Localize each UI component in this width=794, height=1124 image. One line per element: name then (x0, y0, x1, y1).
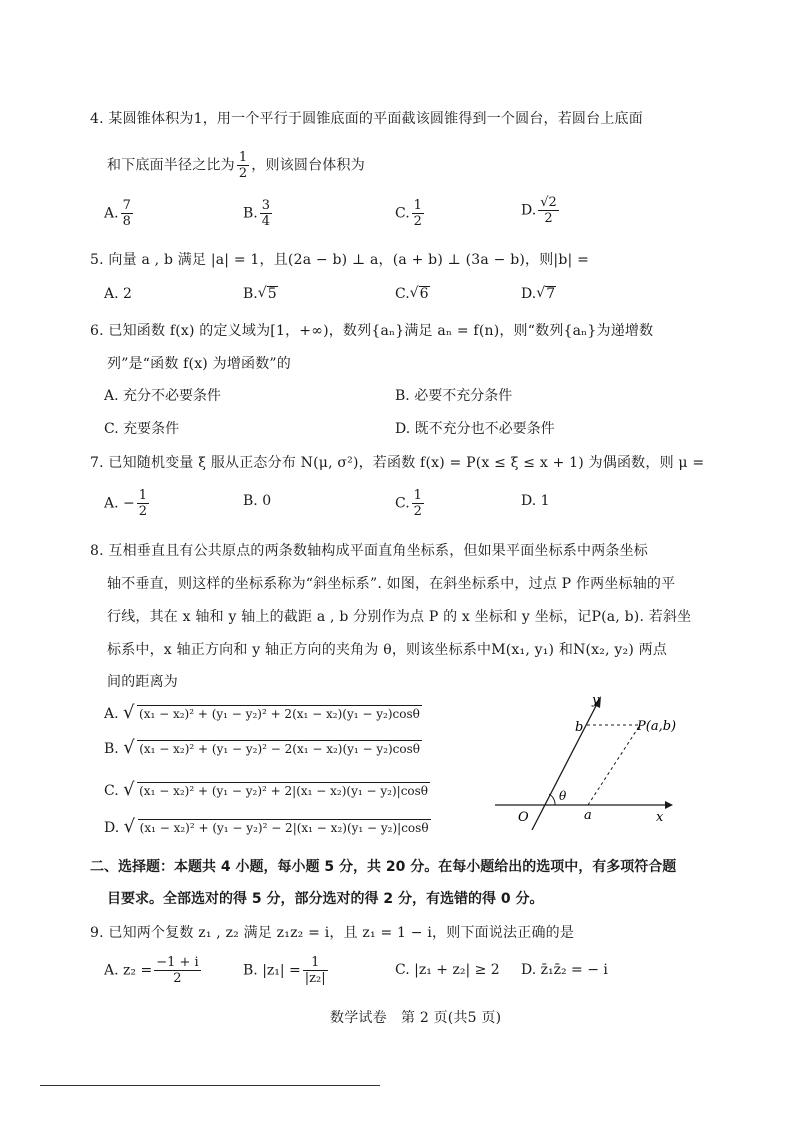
q8-option-d: D. √ (x₁ − x₂)² + (y₁ − y₂)² − 2|(x₁ − x₂)(y₁ − y₂)|cosθ (104, 819, 431, 837)
q4-line2-b: ，则该圆台体积为 (251, 157, 365, 174)
x-axis-arrow-icon (665, 801, 673, 809)
q6-option-d: D. 既不充分也不必要条件 (395, 421, 555, 437)
q8-option-a: A. √ (x₁ − x₂)² + (y₁ − y₂)² + 2(x₁ − x₂)(y₁ − y₂)cosθ (104, 705, 422, 723)
q9-option-c: C. |z₁ + z₂| ≥ 2 (395, 962, 500, 978)
q9-option-a: A. z₂ = $\frac{-1 + i}{2}$ (104, 955, 199, 986)
q6-option-c: C. 充要条件 (104, 421, 180, 437)
q4-ratio: $\frac{1}{2}$ (238, 150, 248, 181)
q5-option-c: C.√ 6 (395, 286, 430, 302)
q8-line3: 行线，其在 x 轴和 y 轴上的截距 a , b 分别作为点 P 的 x 坐标和 y 坐标，记P(a, b). 若斜坐 (107, 609, 692, 625)
q7-option-d: D. 1 (521, 493, 550, 509)
oblique-coordinate-figure (480, 690, 680, 835)
footer-divider (40, 1085, 380, 1086)
q4-line1: 4. 某圆锥体积为1，用一个平行于圆锥底面的平面截该圆锥得到一个圆台，若圆台上底面 (90, 111, 643, 127)
page-footer: 数学试卷 第 2 页(共5 页) (330, 1010, 502, 1026)
q8-line4: 标系中，x 轴正方向和 y 轴正方向的夹角为 θ，则该坐标系中M(x₁, y₁) 和N(x₂, y₂) 两点 (107, 642, 668, 658)
q8-line5: 间的距离为 (107, 674, 178, 690)
q4-option-c: C. $\frac{1}{2}$ (395, 198, 422, 229)
q6-line2: 列”是“函数 f(x) 为增函数”的 (107, 356, 291, 372)
q8-option-b: B. √ (x₁ − x₂)² + (y₁ − y₂)² − 2(x₁ − x₂)(y₁ − y₂)cosθ (104, 740, 422, 758)
fig-label-y: y (592, 693, 600, 708)
fig-label-theta: θ (559, 789, 567, 803)
section2-line2: 目要求。全部选对的得 5 分，部分选对的得 2 分，有选错的得 0 分。 (107, 891, 544, 907)
q5-option-a: A. 2 (104, 286, 132, 302)
q4-line2 (107, 150, 365, 181)
fig-label-a: a (584, 808, 592, 823)
q9-text: 9. 已知两个复数 z₁ , z₂ 满足 z₁z₂ = i，且 z₁ = 1 − i，则下面说法正确的是 (90, 925, 575, 941)
q9-option-d: D. z̄₁z̄₂ = − i (521, 962, 608, 978)
q7-text: 7. 已知随机变量 ξ 服从正态分布 N(μ, σ²)，若函数 f(x) = P(x ≤ ξ ≤ x + 1) 为偶函数，则 μ = (90, 455, 705, 471)
q8-line1: 8. 互相垂直且有公共原点的两条数轴构成平面直角坐标系，但如果平面坐标系中两条坐标 (90, 543, 649, 559)
q8-option-c: C. √ (x₁ − x₂)² + (y₁ − y₂)² + 2|(x₁ − x₂)(y₁ − y₂)|cosθ (104, 782, 430, 800)
fig-label-b: b (575, 720, 584, 735)
q5-option-d: D.√ 7 (521, 286, 556, 302)
q8-line2: 轴不垂直，则这样的坐标系称为“斜坐标系”. 如图，在斜坐标系中，过点 P 作两坐标轴的平 (107, 576, 676, 592)
q9-option-b: B. |z₁| = $\frac{1}{\text{|z₂|}}$ (243, 955, 326, 986)
q5-option-b: B.√ 5 (243, 286, 278, 302)
q7-option-b: B. 0 (243, 493, 272, 509)
parallel-line-y (588, 725, 640, 805)
q6-option-b: B. 必要不充分条件 (395, 388, 513, 404)
q7-option-a: A. − $\frac{1}{2}$ (104, 488, 148, 519)
q4-line2-a: 和下底面半径之比为 (107, 157, 235, 174)
fig-label-x: x (656, 810, 664, 825)
section2-line1: 二、选择题：本题共 4 小题，每小题 5 分，共 20 分。在每小题给出的选项中，有多项符合题 (90, 859, 677, 875)
q7-option-c: C. $\frac{1}{2}$ (395, 488, 422, 519)
fig-label-p: P(a,b) (637, 719, 677, 734)
q6-option-a: A. 充分不必要条件 (104, 388, 222, 404)
q6-line1: 6. 已知函数 f(x) 的定义域为[1，+∞)，数列{aₙ}满足 aₙ = f(n)，则“数列{aₙ}为递增数 (90, 323, 654, 339)
fig-label-origin: O (518, 810, 529, 825)
q4-option-b: B. $\frac{3}{4}$ (243, 198, 271, 229)
q4-option-d: D. $\frac{√2}{2}$ (521, 195, 557, 226)
q4-option-a: A. $\frac{7}{8}$ (104, 198, 131, 229)
q5-text: 5. 向量 a , b 满足 |a| = 1，且(2a − b) ⊥ a，(a + b) ⊥ (3a − b)，则|b| = (90, 252, 589, 268)
